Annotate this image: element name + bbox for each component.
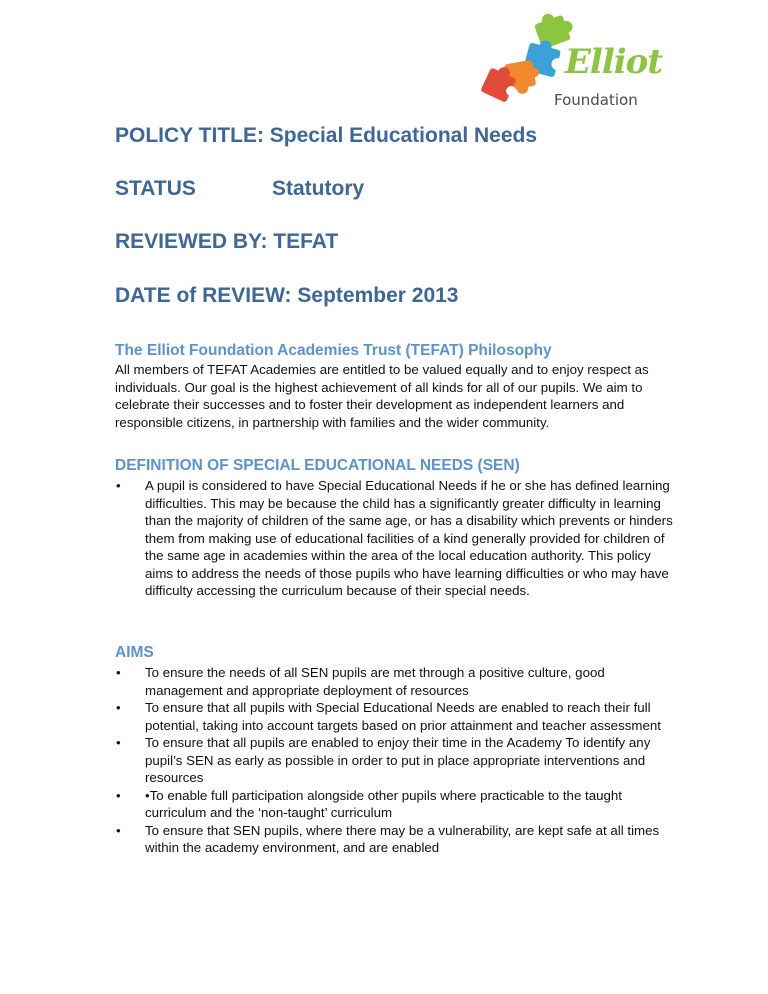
aims-item-text: To ensure that SEN pupils, where there may be a vulnerability, are kept safe at all times within the academy environment, and are enabled bbox=[145, 822, 660, 855]
aims-heading: AIMS bbox=[115, 644, 154, 661]
date-of-review: DATE of REVIEW: September 2013 bbox=[115, 284, 459, 307]
status-row bbox=[115, 177, 365, 201]
aims-item-text: •To enable full participation alongside other pupils where practicable to the taught curriculum and the ‘non-taught’ curriculum bbox=[145, 787, 622, 820]
bullet-icon: • bbox=[116, 700, 121, 715]
list-item bbox=[115, 664, 675, 699]
bullet-icon: • bbox=[116, 787, 121, 803]
bullet-icon: • bbox=[116, 735, 121, 750]
bullet-icon: • bbox=[116, 478, 121, 493]
list-item bbox=[115, 787, 675, 822]
definition-list bbox=[115, 477, 675, 600]
definition-heading: DEFINITION OF SPECIAL EDUCATIONAL NEEDS (SEN) bbox=[115, 457, 520, 474]
definition-text: A pupil is considered to have Special Educational Needs if he or she has defined learning difficulties. This may be because the child has a significantly greater difficulty in learning than the majority of children of the same age, or has a disability which prevents or hinders them from making use of educational facilities of a kind generally provided for children of the same age in academies within the area of the local education authority. This policy aims to address the needs of those pupils who have learning difficulties or who may have difficulty accessing the curriculum because of their special needs. bbox=[145, 478, 673, 598]
status-label: STATUS bbox=[115, 177, 196, 200]
bullet-icon: • bbox=[116, 665, 121, 680]
aims-item-text: To ensure the needs of all SEN pupils are met through a positive culture, good management and appropriate deployment of resources bbox=[145, 665, 605, 698]
philosophy-text: All members of TEFAT Academies are entitled to be valued equally and to enjoy respect as individuals. Our goal is the highest achievement of all kinds for all of our pupils. We aim to celebrate their successes and to foster their development as independent learners and responsible citizens, in partnership with families and the wider community. bbox=[115, 362, 649, 430]
status-value: Statutory bbox=[272, 177, 365, 200]
aims-list bbox=[115, 664, 675, 857]
reviewed-by: REVIEWED BY: TEFAT bbox=[115, 230, 339, 253]
policy-title: POLICY TITLE: Special Educational Needs bbox=[115, 124, 538, 147]
aims-item-text: To ensure that all pupils are enabled to enjoy their time in the Academy To identify any pupil’s SEN as early as possible in order to put in place appropriate interventions and resources bbox=[145, 735, 651, 785]
aims-item-text: To ensure that all pupils with Special Educational Needs are enabled to reach their full potential, taking into account targets based on prior attainment and teacher assessment bbox=[145, 700, 661, 733]
list-item bbox=[115, 822, 675, 857]
bullet-icon: • bbox=[116, 822, 121, 838]
elliot-foundation-logo bbox=[480, 12, 663, 112]
list-item bbox=[115, 699, 675, 734]
logo-script-text: Elliot bbox=[565, 42, 663, 82]
list-item bbox=[115, 734, 675, 787]
logo-sub-text: Foundation bbox=[554, 91, 638, 109]
philosophy-heading: The Elliot Foundation Academies Trust (TEFAT) Philosophy bbox=[115, 342, 552, 359]
list-item bbox=[115, 477, 675, 600]
